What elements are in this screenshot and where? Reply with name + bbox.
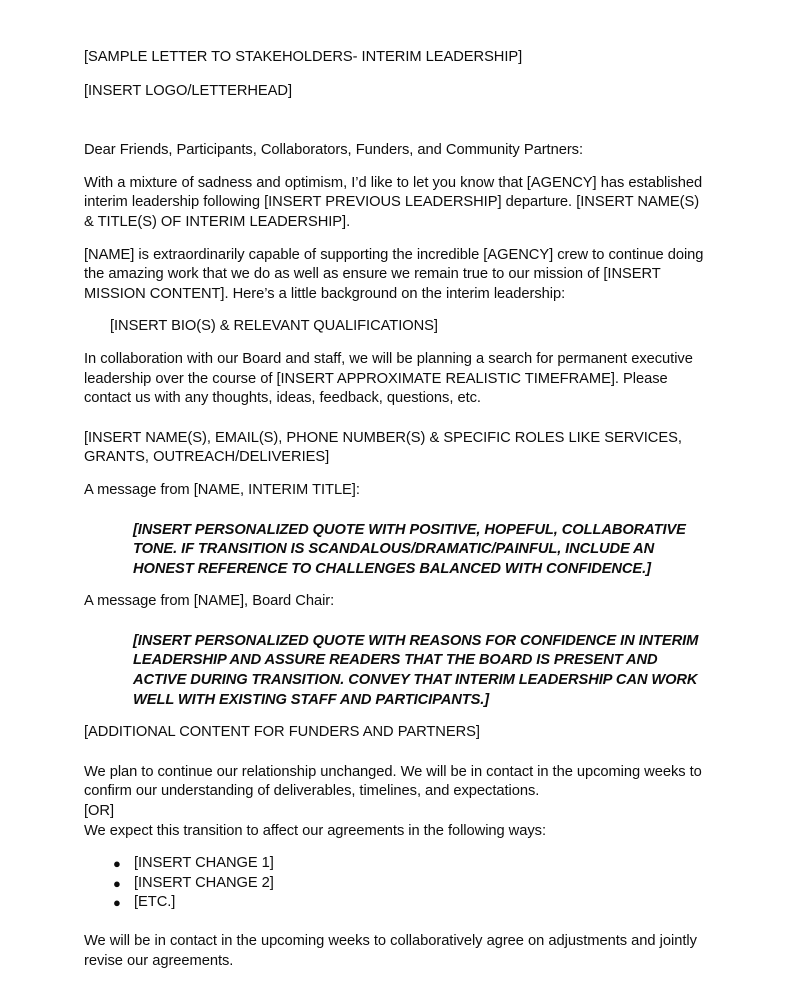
closing-spacer	[84, 925, 712, 932]
list-item-label: [INSERT CHANGE 1]	[134, 855, 274, 872]
list-item	[84, 854, 712, 873]
bio-placeholder-line: [INSERT BIO(S) & RELEVANT QUALIFICATIONS]	[110, 318, 438, 335]
closing-paragraph: We will be in contact in the upcoming weeks to collaboratively agree on adjustments and jointly revise our agreements.	[84, 933, 697, 970]
additional-content-heading: [ADDITIONAL CONTENT FOR FUNDERS AND PARTNERS]	[84, 724, 480, 741]
contact-placeholder-line: [INSERT NAME(S), EMAIL(S), PHONE NUMBER(S) & SPECIFIC ROLES LIKE SERVICES, GRANTS, OUTREACH/DELIVERIES]	[84, 429, 682, 466]
list-item-label: [ETC.]	[134, 894, 176, 911]
paragraph-interim-capability: [NAME] is extraordinarily capable of supporting the incredible [AGENCY] crew to continue doing the amazing work that we do as well as ensure we remain true to our mission of [INSERT MISSION CONTENT]. Here’s a little background on the interim leadership:	[84, 246, 704, 302]
quote-block-interim-leader: [INSERT PERSONALIZED QUOTE WITH POSITIVE, HOPEFUL, COLLABORATIVE TONE. IF TRANSITION IS SCANDALOUS/DRAMATIC/PAINFUL, INCLUDE AN HONEST REFERENCE TO CHALLENGES BALANCED WITH CONFIDENCE.]	[133, 521, 686, 577]
list-item-label: [INSERT CHANGE 2]	[134, 874, 274, 891]
salutation-line: Dear Friends, Participants, Collaborators, Funders, and Community Partners:	[84, 142, 583, 159]
quote-interim-spacer	[84, 514, 712, 521]
or-divider-text: [OR]	[84, 803, 114, 820]
list-item	[84, 874, 712, 893]
change-bullet-list	[84, 854, 712, 912]
document-title-line: [SAMPLE LETTER TO STAKEHOLDERS- INTERIM LEADERSHIP]	[84, 49, 523, 65]
quote-block-board-chair: [INSERT PERSONALIZED QUOTE WITH REASONS FOR CONFIDENCE IN INTERIM LEADERSHIP AND ASSURE READERS THAT THE BOARD IS PRESENT AND ACTIVE DURING TRANSITION. CONVEY THAT INTERIM LEADERSHIP CAN WORK WELL WITH EXISTING STAFF AND PARTICIPANTS.]	[133, 632, 699, 708]
contact-block-spacer	[84, 422, 712, 429]
funders-option-a-text: We plan to continue our relationship unchanged. We will be in contact in the upcoming weeks to confirm our understanding of deliverables, timelines, and expectations.	[84, 763, 702, 800]
message-from-interim-label: A message from [NAME, INTERIM TITLE]:	[84, 481, 360, 498]
bullet-point-icon: ●	[113, 895, 121, 911]
funders-section-spacer	[84, 756, 712, 763]
document-body	[84, 48, 712, 972]
bullet-point-icon: ●	[113, 856, 121, 872]
quote-board-spacer	[84, 625, 712, 632]
letterhead-placeholder-line: [INSERT LOGO/LETTERHEAD]	[84, 82, 293, 99]
funders-option-b-text: We expect this transition to affect our agreements in the following ways:	[84, 822, 546, 839]
paragraph-search-plan: In collaboration with our Board and staff, we will be planning a search for permanent executive leadership over the course of [INSERT APPROXIMATE REALISTIC TIMEFRAME]. Please contact us with any thoughts, ideas, feedback, questions, etc.	[84, 350, 693, 407]
funders-options-block	[84, 763, 712, 841]
message-from-board-chair-label: A message from [NAME], Board Chair:	[84, 593, 335, 610]
list-item	[84, 893, 712, 912]
header-spacer	[84, 115, 712, 141]
paragraph-interim-announcement: With a mixture of sadness and optimism, I’d like to let you know that [AGENCY] has established interim leadership following [INSERT PREVIOUS LEADERSHIP] departure. [INSERT NAME(S) & TITLE(S) OF INTERIM LEADERSHIP].	[84, 174, 703, 230]
bullet-point-icon: ●	[113, 875, 121, 891]
